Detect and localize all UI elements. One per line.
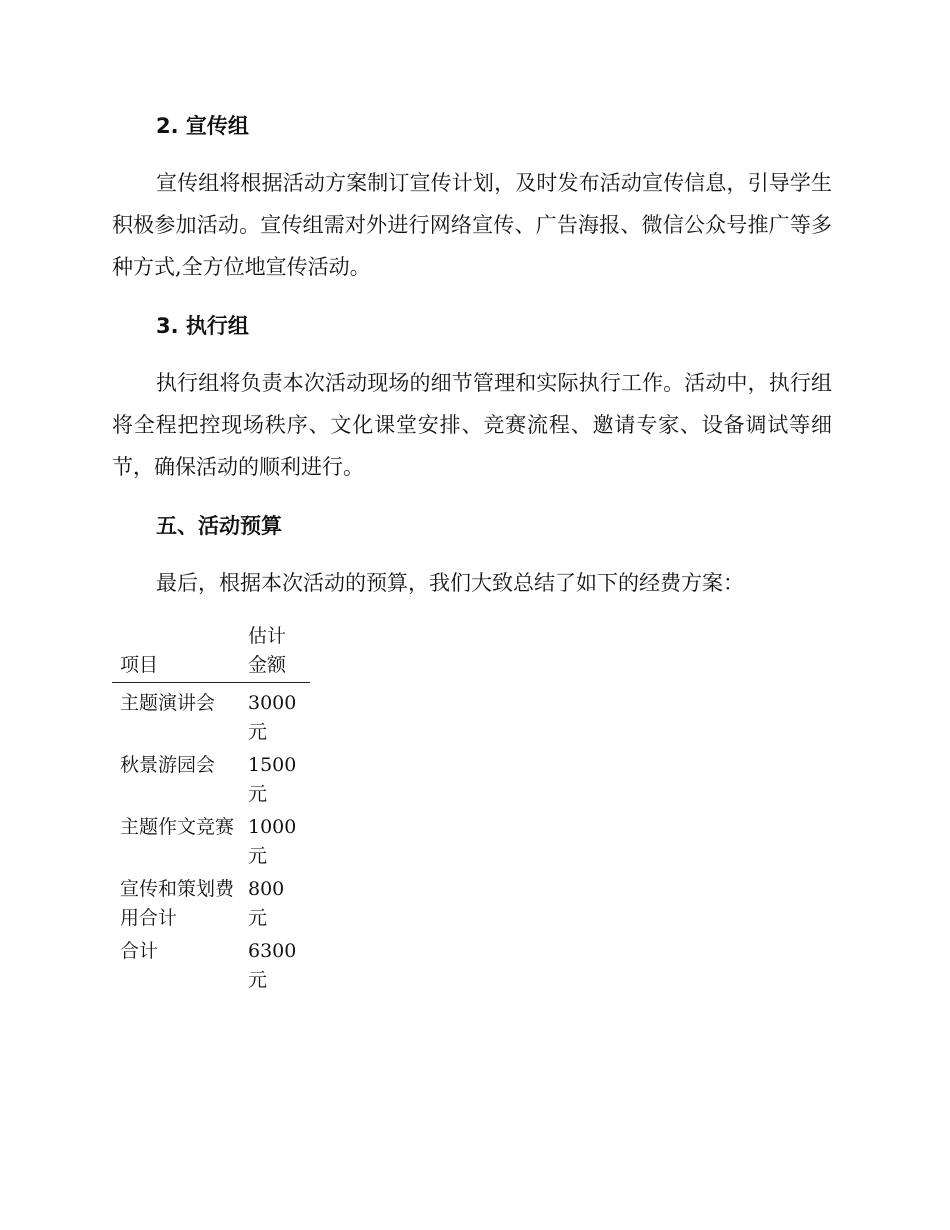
budget-cell-cost: 3000元 [248, 692, 297, 743]
section-heading-execution: 3. 执行组 [156, 314, 249, 338]
section-paragraph-execution: 执行组将负责本次活动现场的细节管理和实际执行工作。活动中，执行组将全程把控现场秩序、文化课堂安排、竞赛流程、邀请专家、设备调试等细节，确保活动的顺利进行。 [112, 371, 832, 479]
budget-cell-item: 主题演讲会 [120, 692, 216, 714]
budget-table-wrapper [112, 622, 312, 995]
budget-cell-cost: 6300元 [248, 940, 297, 991]
budget-header-item: 项目 [120, 654, 159, 676]
budget-header-cost: 估计金额 [248, 625, 287, 676]
table-row [112, 933, 310, 995]
table-row [112, 809, 310, 871]
budget-cell-cost: 1500元 [248, 754, 297, 805]
budget-table-header-row [112, 622, 310, 683]
budget-cell-item: 合计 [120, 940, 159, 962]
budget-table [112, 622, 310, 995]
budget-cell-cost: 1000元 [248, 816, 297, 867]
table-row [112, 871, 310, 933]
section-paragraph-publicity: 宣传组将根据活动方案制订宣传计划，及时发布活动宣传信息，引导学生积极参加活动。宣传组需对外进行网络宣传、广告海报、微信公众号推广等多种方式,全方位地宣传活动。 [112, 171, 832, 279]
budget-cell-item: 主题作文竞赛 [120, 816, 235, 838]
table-row [112, 747, 310, 809]
budget-cell-item: 宣传和策划费用合计 [120, 878, 235, 929]
budget-cell-item: 秋景游园会 [120, 754, 216, 776]
section-heading-budget: 五、活动预算 [156, 514, 282, 538]
table-row [112, 683, 310, 748]
budget-cell-cost: 800元 [248, 878, 285, 929]
section-heading-publicity: 2. 宣传组 [156, 114, 249, 138]
document-content [112, 108, 832, 995]
section-paragraph-budget: 最后，根据本次活动的预算，我们大致总结了如下的经费方案： [156, 571, 744, 595]
